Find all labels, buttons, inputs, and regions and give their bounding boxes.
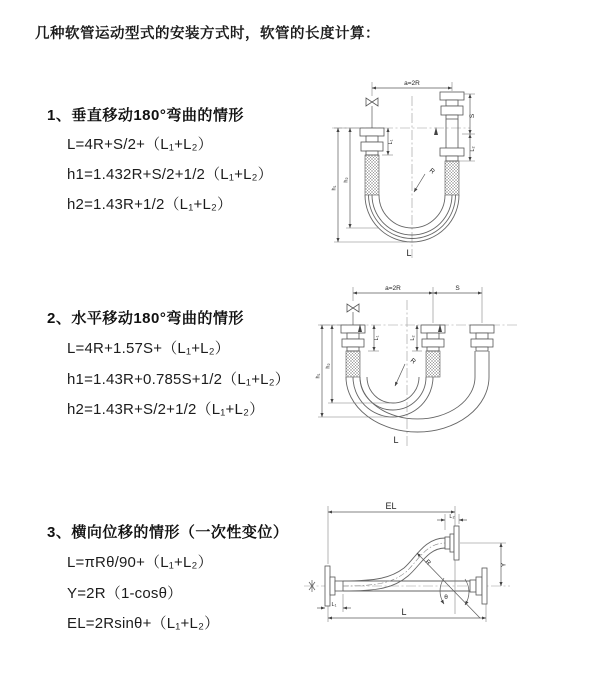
left-fitting <box>341 325 365 377</box>
section-1-formula-L: L=4R+S/2+（L₁+L₂） <box>67 136 213 153</box>
dim-l2-label: L₂ <box>470 146 476 152</box>
radius-label: R <box>408 357 417 366</box>
angle-arc <box>465 579 469 605</box>
radius-label: R <box>423 558 432 567</box>
dim-h1-label: h₁ <box>331 185 338 191</box>
section-3-heading: 3、横向位移的情形（一次性变位） <box>47 524 289 541</box>
hose-displaced-position <box>343 538 445 591</box>
left-fitting <box>360 128 384 195</box>
section-3-formula-EL: EL=2Rsinθ+（L₁+L₂） <box>67 615 220 632</box>
dim-h2-label: h₂ <box>325 363 332 369</box>
braided-hose-section <box>445 161 459 195</box>
dim-length-label: L <box>406 248 412 258</box>
section-3-formula-Y: Y=2R（1-cosθ） <box>67 585 183 602</box>
right-fitting <box>440 92 464 195</box>
dim-l2-label: L₂ <box>410 335 416 341</box>
braided-hose-section <box>426 351 440 377</box>
dim-width-label: a=2R <box>404 80 420 87</box>
page-title: 几种软管运动型式的安装方式时，软管的长度计算： <box>35 26 380 42</box>
section-2-heading: 2、水平移动180°弯曲的情形 <box>47 310 244 327</box>
section-2-formula-L: L=4R+1.57S+（L₁+L₂） <box>67 340 230 357</box>
dim-el-label: EL <box>385 501 397 511</box>
section-2-formula-h1: h1=1.43R+0.785S+1/2（L₁+L₂） <box>67 371 290 388</box>
dim-y-label: Y <box>500 562 508 568</box>
hose-u-bend-travel <box>346 351 489 432</box>
left-flange <box>325 566 343 606</box>
valve-icon <box>366 98 378 128</box>
dim-l1-label: L₁ <box>374 335 380 341</box>
section-2-formula-h2: h2=1.43R+S/2+1/2（L₁+L₂） <box>67 401 265 418</box>
dim-travel-label: S <box>469 113 476 119</box>
diagram-vertical-travel-180 <box>312 72 492 262</box>
dim-h2-label: h₂ <box>343 177 350 183</box>
section-1-formula-h1: h1=1.432R+S/2+1/2（L₁+L₂） <box>67 166 273 183</box>
section-3-formula-L: L=πRθ/90+（L₁+L₂） <box>67 554 213 571</box>
dim-length-label: L <box>393 435 399 445</box>
braided-hose-section <box>365 155 379 195</box>
dim-width-label: a=2R <box>385 285 401 292</box>
dim-h1-label: h₁ <box>315 373 322 379</box>
valve-icon <box>347 304 359 325</box>
hose-u-bend <box>353 377 433 417</box>
diagram-lateral-displacement <box>298 498 593 633</box>
braided-hose-section <box>346 351 360 377</box>
dim-travel-label: S <box>455 285 460 292</box>
dim-length-label: L <box>401 607 407 617</box>
dim-l1-label: L₁ <box>331 602 337 608</box>
upper-flange <box>445 526 459 560</box>
section-1-heading: 1、垂直移动180°弯曲的情形 <box>47 107 244 124</box>
right-fitting <box>470 325 494 351</box>
dim-l1-label: L₁ <box>388 139 394 145</box>
diagram-horizontal-travel-180 <box>312 280 527 455</box>
dim-l2-label: L₂ <box>449 514 455 520</box>
radius-label: R <box>427 167 436 176</box>
section-1-formula-h2: h2=1.43R+1/2（L₁+L₂） <box>67 196 233 213</box>
middle-fitting <box>421 325 445 377</box>
angle-label: θ <box>444 594 448 601</box>
